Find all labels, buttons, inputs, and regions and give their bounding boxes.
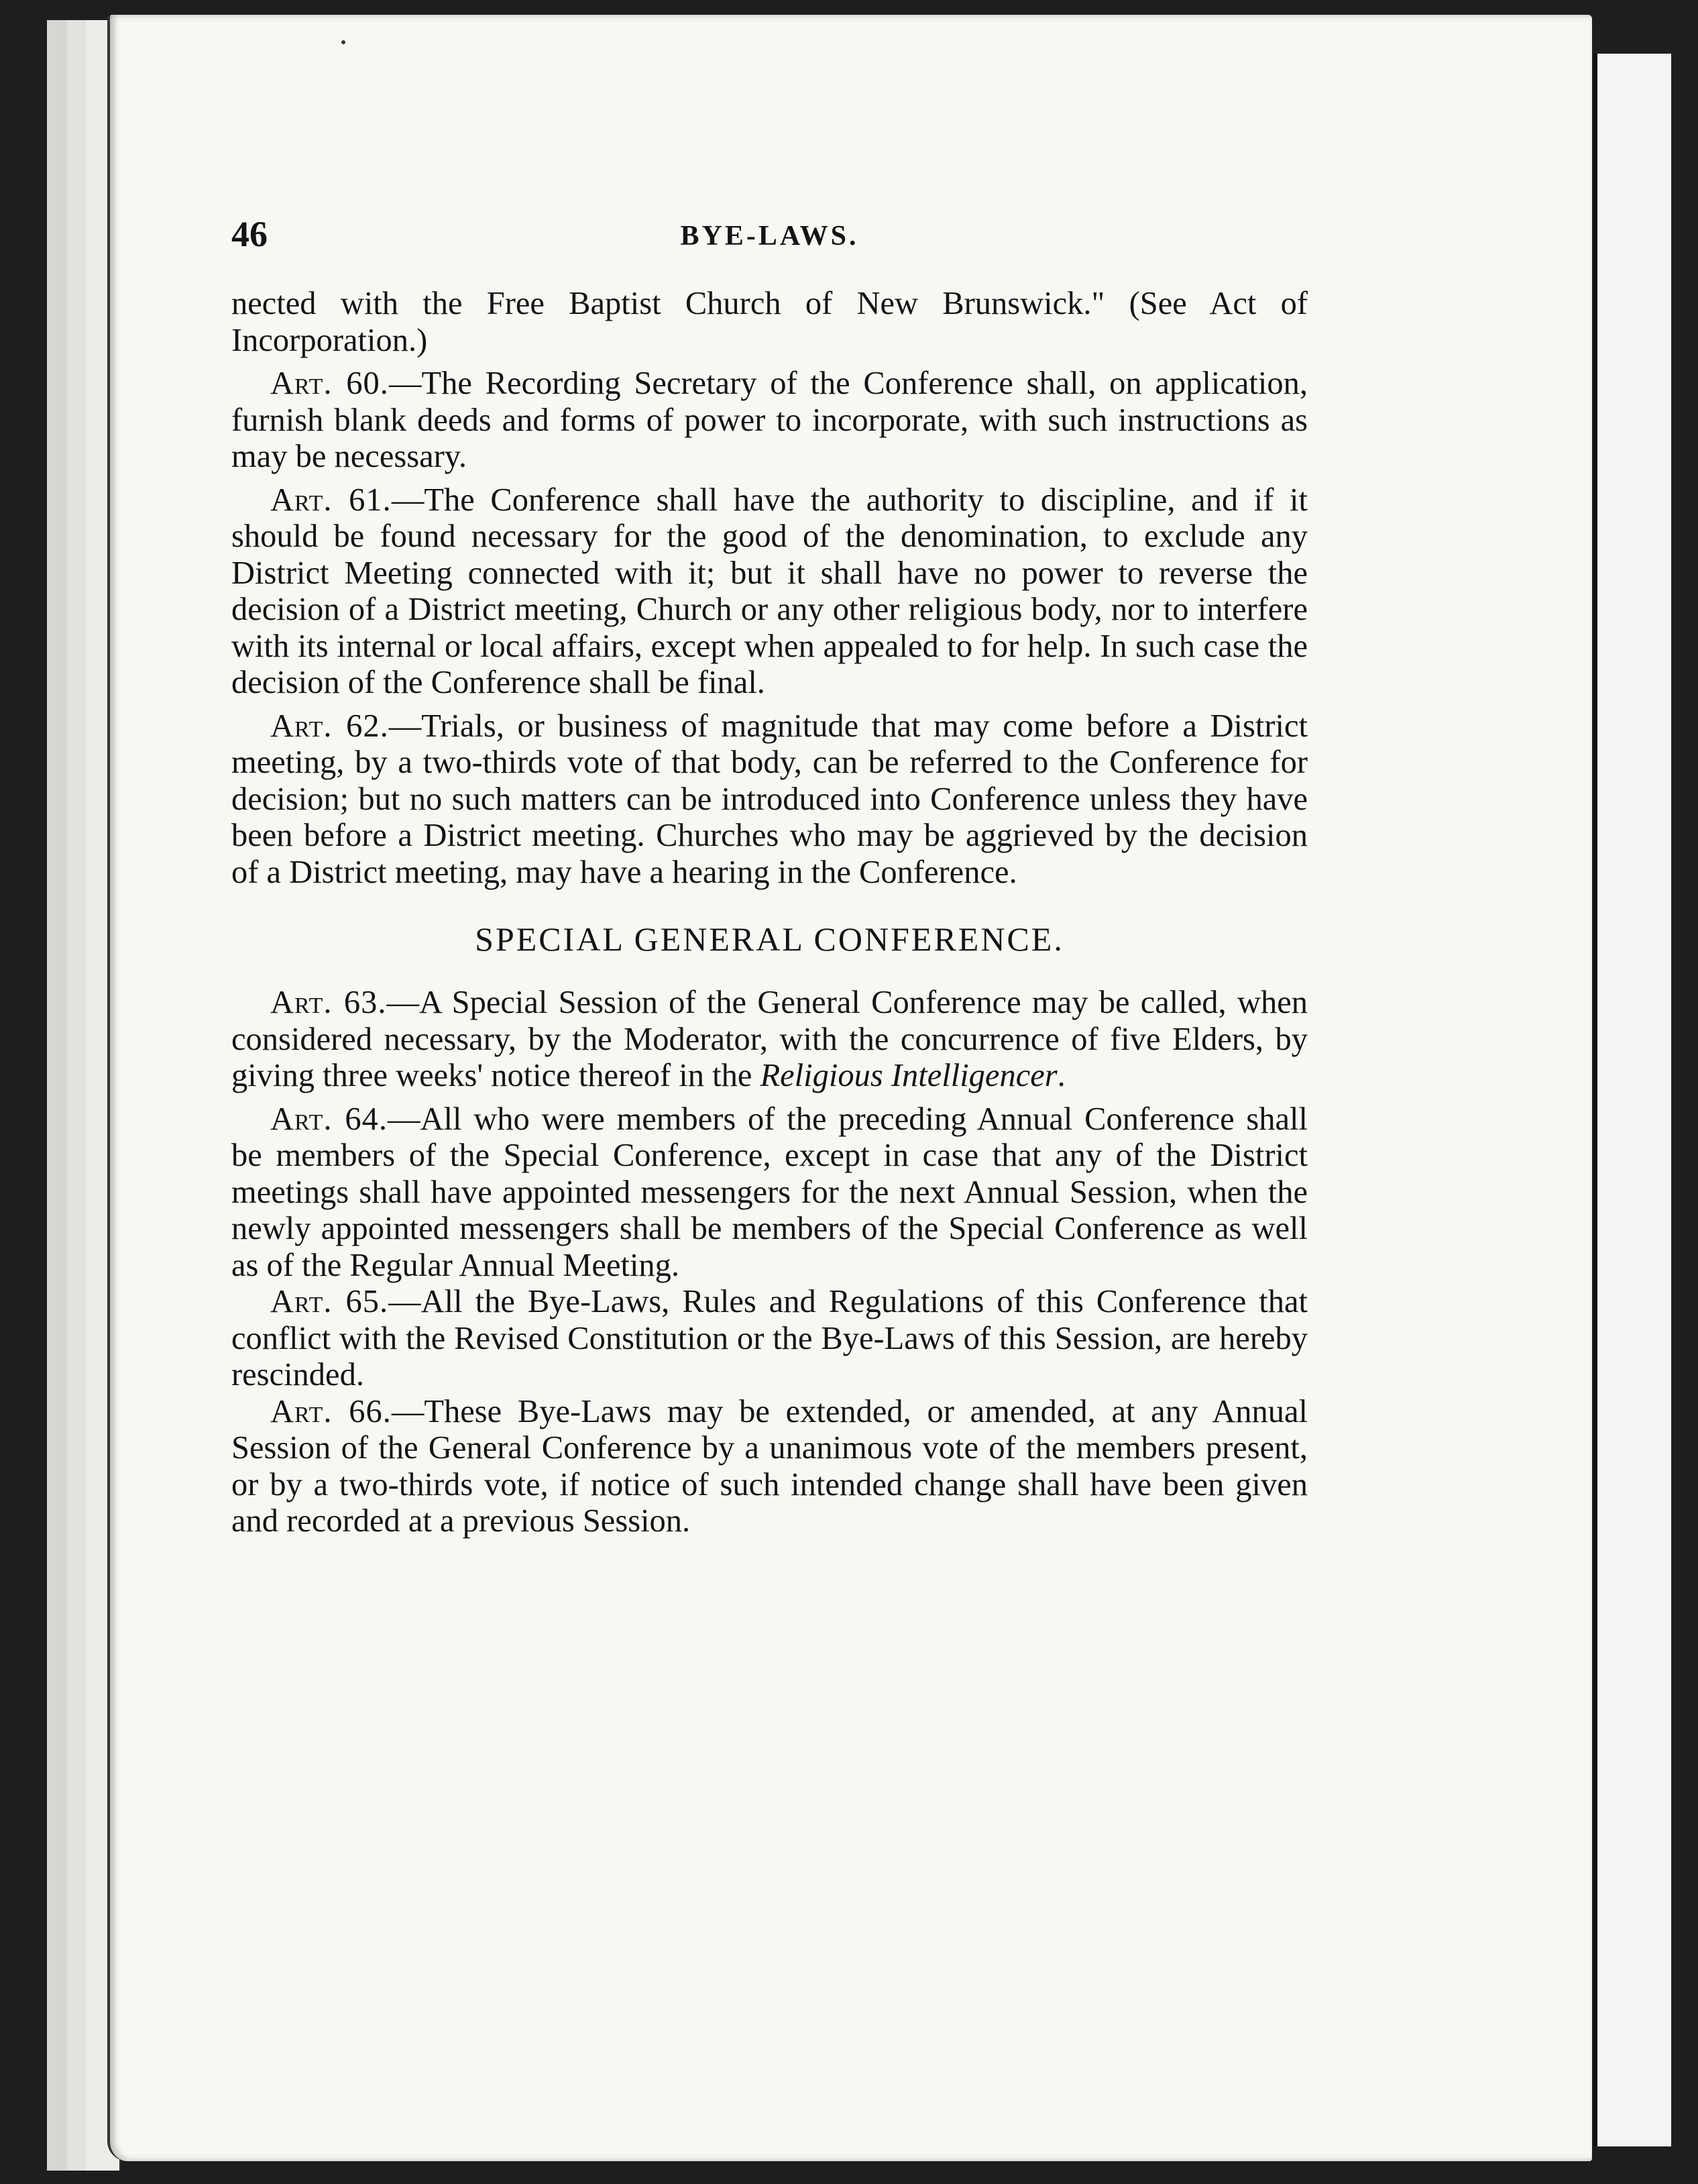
periodical-title: Religious Intelligencer — [760, 1058, 1058, 1093]
article-label: Art. 66. — [270, 1393, 392, 1429]
article-text: —A Special Session of the General Conference may be called, when considered necessary, by the Moderator, with the concurrence of five Elders, by giving three weeks' notice thereof in the — [231, 985, 1308, 1093]
page-content — [231, 213, 1308, 1540]
article-text: —All who were members of the preceding Annual Conference shall be members of the Special Conference, except in case that any of the District meetings shall have appointed messengers for the next Annual Session, when the newly appointed messengers shall be members of the Special Conference as well as of the Regular Annual Meeting. — [231, 1101, 1308, 1283]
section-heading: SPECIAL GENERAL CONFERENCE. — [475, 920, 1064, 958]
article-label: Art. 63. — [270, 985, 387, 1020]
article-62 — [231, 708, 1308, 891]
facing-page-edge — [1593, 54, 1671, 2146]
article-61 — [231, 482, 1308, 702]
article-63 — [231, 985, 1308, 1095]
article-text: —These Bye-Laws may be extended, or amended, at any Annual Session of the General Conference by a unanimous vote of the members present, or by a two-thirds vote, if notice of such intended change shall have been given and recorded at a previous Session. — [231, 1393, 1308, 1539]
article-label: Art. 64. — [270, 1101, 388, 1137]
article-label: Art. 62. — [270, 708, 389, 744]
ink-speck — [341, 40, 345, 44]
article-text: —The Recording Secretary of the Conference shall, on application, furnish blank deeds and forms of power to incorporate, with such instructions as may be necessary. — [231, 366, 1308, 474]
article-64 — [231, 1101, 1308, 1285]
article-65 — [231, 1284, 1308, 1394]
running-title: BYE-LAWS. — [680, 221, 859, 252]
article-text-end: . — [1057, 1058, 1066, 1093]
running-head — [231, 213, 1308, 255]
article-text: —All the Bye-Laws, Rules and Regulations of this Conference that conflict with the Revised Constitution or the Bye-Laws of this Session, are hereby rescinded. — [231, 1284, 1308, 1393]
article-66 — [231, 1394, 1308, 1540]
article-text: —The Conference shall have the authority to discipline, and if it should be found necessary for the good of the denomination, to exclude any District Meeting connected with it; but it shall have no power to reverse the decision of a District meeting, Church or any other religious body, nor to interfere with its internal or local affairs, except when appealed to for help. In such case the decision of the Conference shall be final. — [231, 482, 1308, 700]
page-number: 46 — [231, 214, 268, 254]
article-label: Art. 65. — [270, 1284, 389, 1319]
article-label: Art. 60. — [270, 366, 389, 401]
article-text: —Trials, or business of magnitude that may come before a District meeting, by a two-thirds vote of that body, can be referred to the Conference for decision; but no such matters can be introduced into Conference unless they have been before a District meeting. Churches who may be aggrieved by the decision of a District meeting, may have a hearing in the Conference. — [231, 708, 1308, 890]
article-label: Art. 61. — [270, 482, 392, 518]
article-60 — [231, 366, 1308, 476]
continued-paragraph — [231, 286, 1308, 359]
paragraph-text: nected with the Free Baptist Church of New Brunswick." (See Act of Incorporation.) — [231, 286, 1308, 358]
